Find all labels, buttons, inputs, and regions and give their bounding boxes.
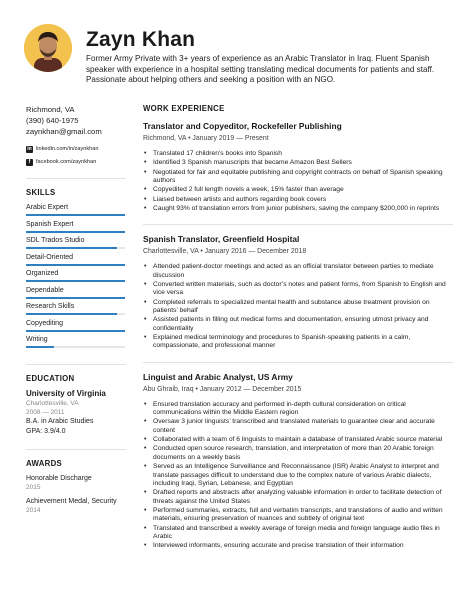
skill-level-bar [26,313,125,315]
job-bullet: • Translated and transcribed a weekly average of foreign media and foreign language audio files in Arabic [143,525,453,542]
skill-level-bar [26,297,125,299]
skill-label: Research Skills [26,303,75,310]
job-entry [143,234,453,363]
skill-level-fill [26,231,125,233]
job-bullet: • Attended patient-doctor meetings and acted as an official translator between parties to mediate discussion [143,263,453,280]
job-bullet: • Caught 93% of translation errors from junior publishers, saving the company $200,000 in reprints [143,205,453,213]
job-bullets [143,401,453,551]
job-bullet: • Conducted open source research, translation, and interpretation of more than 20 Arabic foreign documents on a weekly basis [143,445,453,462]
linkedin-text: linkedin.com/in/zaynkhan [36,146,99,152]
facebook-link[interactable] [26,158,126,166]
awards-list [26,474,126,515]
job-bullet: • Translated 17 children’s books into Spanish [143,150,453,158]
job-bullet: • Negotiated for fair and equitable publishing and copyright contracts on behalf of Spanish speaking authors [143,169,453,186]
left-column [26,104,126,520]
skill-item [26,236,126,253]
skill-item [26,286,126,303]
award-item [26,474,126,492]
job-bullet: • Served as an Intelligence Surveillance and Reconnaissance (ISR) Arabic Analyst to interpret and translate passages difficult to understand due to the complex nature of various Arabic dialects, including Iraqi, Syrian, Lebanese, and Egyptian [143,463,453,488]
skills-heading: SKILLS [26,178,126,197]
job-meta: Abu Ghraib, Iraq • January 2012 — December 2015 [143,385,302,393]
skill-item [26,220,126,237]
awards-heading: AWARDS [26,449,126,468]
education-gpa: GPA: 3.9/4.0 [26,427,66,435]
skill-level-bar [26,231,125,233]
education-school: University of Virginia [26,388,106,398]
skill-item [26,319,126,336]
job-bullets [143,263,453,351]
job-bullet: • Identified 3 Spanish manuscripts that became Amazon Best Sellers [143,159,453,167]
skill-level-bar [26,330,125,332]
education-heading: EDUCATION [26,364,126,383]
job-bullet: • Drafted reports and abstracts after analyzing valuable information in order to facilitate detection of threats against the United States [143,489,453,506]
job-entry [143,372,453,562]
job-bullet: • Completed referrals to specialized mental health and substance abuse treatment provision on patients’ behalf [143,299,453,316]
job-bullet: • Collaborated with a team of 6 linguists to maintain a database of translated Arabic source material [143,436,453,444]
portrait-photo [24,24,72,72]
skill-level-fill [26,346,54,348]
contact-phone: (390) 640-1975 [26,116,79,125]
skill-label: Spanish Expert [26,220,74,228]
skill-item [26,253,126,270]
award-year: 2015 [26,483,41,491]
award-year: 2014 [26,506,41,514]
skill-level-bar [26,214,125,216]
education-location: Charlottesville, VA [26,399,79,407]
job-bullet: • Liaised between artists and authors regarding book covers [143,196,453,204]
skill-item [26,302,126,319]
facebook-icon: f [26,159,33,166]
award-title: Honorable Discharge [26,474,92,482]
skill-level-fill [26,264,125,266]
job-bullet: • Converted written materials, such as doctor’s notes and patient forms, from Spanish to English and vice versa [143,281,453,298]
skill-level-bar [26,247,125,249]
skill-level-fill [26,247,117,249]
contact-email[interactable]: zaynkhan@gmail.com [26,127,102,136]
linkedin-link[interactable] [26,145,126,153]
job-title: Translator and Copyeditor, Rockefeller Publishing [143,121,342,131]
skill-item [26,269,126,286]
award-item [26,497,126,515]
education-degree: B.A. in Arabic Studies [26,417,94,425]
job-entry [143,121,453,225]
skill-level-fill [26,330,125,332]
skill-level-fill [26,214,125,216]
award-title: Achievement Medal, Security [26,497,117,505]
skill-label: Writing [26,336,48,343]
facebook-text: facebook.com/zaynkhan [36,159,97,165]
contact-location: Richmond, VA [26,105,75,114]
job-meta: Charlottesville, VA • January 2016 — December 2018 [143,248,307,256]
skill-label: SDL Trados Studio [26,237,85,244]
skill-level-bar [26,280,125,282]
jobs-list [143,121,453,562]
job-meta: Richmond, VA • January 2019 — Present [143,135,269,142]
job-bullet: • Assisted patients in filling out medical forms and documentation, ensuring utmost privacy and confidentiality [143,316,453,333]
experience-heading: WORK EXPERIENCE [143,104,225,113]
skill-level-bar [26,346,125,348]
skill-label: Dependable [26,286,64,294]
job-bullet: • Interviewed informants, ensuring accurate and precise translation of their information [143,542,453,550]
skill-label: Detail-Oriented [26,253,74,261]
skill-level-bar [26,264,125,266]
job-bullet: • Copyedited 2 full length novels a week, 15% faster than average [143,186,453,194]
job-bullet: • Explained medical terminology and procedures to Spanish-speaking patients in a calm, compassionate, and professional manner [143,334,453,351]
job-bullet: • Oversaw 3 junior linguists’ transcribed and translated materials to guarantee clear and accurate content [143,418,453,435]
skill-item [26,335,126,352]
job-bullet: • Performed summaries, extracts, full and verbatim transcripts, and translations of audio and written materials, ensuring preservation of nuances and subtlety of original text [143,507,453,524]
linkedin-icon: in [27,145,32,152]
skill-level-fill [26,280,125,282]
right-column [143,104,453,571]
skills-list [26,203,126,352]
skill-item [26,203,126,220]
education-dates: 2008 — 2011 [26,408,65,416]
job-title: Spanish Translator, Greenfield Hospital [143,234,300,245]
profile-summary: Former Army Private with 3+ years of experience as an Arabic Translator in Iraq. Fluent Spanish speaker with experience in a hospital setting translating medical documents for patients and staff. Passionate about helping others and seeking a position with an NGO. [86,54,435,85]
job-bullet: • Ensured translation accuracy and performed in-depth cultural consideration on critical communications within the Middle Eastern region [143,401,453,418]
job-title: Linguist and Arabic Analyst, US Army [143,371,293,382]
job-bullets [143,150,453,213]
skill-label: Copyediting [26,319,63,327]
candidate-name: Zayn Khan [86,28,196,51]
avatar [24,24,72,72]
skill-level-fill [26,297,125,299]
skill-label: Arabic Expert [26,204,69,211]
skill-label: Organized [26,270,59,277]
skill-level-fill [26,313,117,315]
